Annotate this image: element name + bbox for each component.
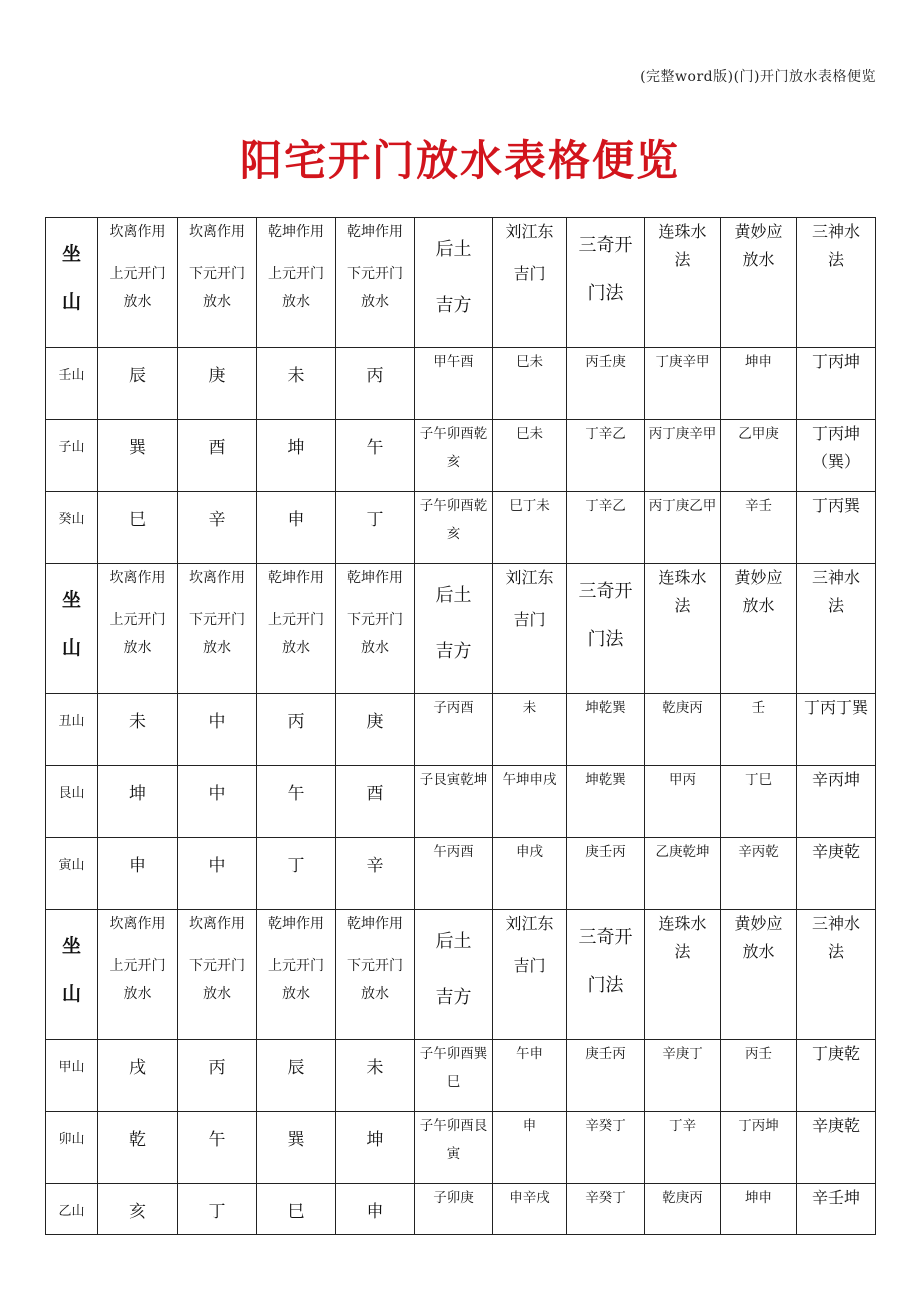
mountain-cell: 癸山	[46, 492, 98, 564]
mountain-cell: 甲山	[46, 1040, 98, 1112]
header-qiankun-upper-title: 乾坤作用	[268, 570, 324, 586]
table-cell: 巳丁未	[493, 492, 567, 564]
table-cell: 巳未	[493, 348, 567, 420]
header-seat	[46, 218, 98, 348]
header-kanli-lower-title: 坎离作用	[189, 916, 245, 932]
header-qiankun-upper-sub2: 放水	[282, 986, 310, 1002]
header-liujiangdong-line2: 吉门	[513, 956, 546, 975]
table-row	[46, 694, 876, 766]
header-qiankun-lower-sub2: 放水	[361, 294, 389, 310]
direction-cell: 丙	[178, 1040, 257, 1112]
direction-cell: 申	[257, 492, 336, 564]
header-qiankun-upper-title: 乾坤作用	[268, 224, 324, 240]
header-kanli-upper-sub1: 上元开门	[109, 612, 166, 628]
header-qiankun-lower-sub1: 下元开门	[347, 958, 403, 974]
header-sanshen-line1: 三神水	[811, 914, 860, 933]
header-houtu-line2: 吉方	[435, 987, 472, 1008]
sanshen-cell: 丁丙坤（巽）	[797, 420, 876, 492]
header-kanli-upper-title: 坎离作用	[109, 916, 166, 932]
header-kanli-upper-sub2: 放水	[123, 640, 152, 656]
table-cell: 丁庚辛甲	[645, 348, 721, 420]
table-cell: 乙庚乾坤	[645, 838, 721, 910]
direction-cell: 坤	[336, 1112, 415, 1184]
header-kanli-lower-sub1: 下元开门	[189, 266, 245, 282]
table-cell: 乙甲庚	[721, 420, 797, 492]
header-liujiangdong-line1: 刘江东	[505, 914, 554, 933]
header-sanshen	[797, 218, 876, 348]
header-seat-char: 山	[61, 637, 81, 659]
direction-cell: 申	[98, 838, 178, 910]
header-seat-char: 山	[61, 291, 81, 313]
table-cell: 坤乾巽	[567, 694, 645, 766]
header-kanli-upper-sub1: 上元开门	[109, 958, 166, 974]
header-qiankun-lower-title: 乾坤作用	[347, 916, 403, 932]
header-sanqi-line1: 三奇开	[578, 235, 633, 256]
header-lianzhu	[645, 910, 721, 1040]
header-liujiangdong	[493, 910, 567, 1040]
header-seat	[46, 564, 98, 694]
header-qiankun-lower	[336, 910, 415, 1040]
header-huangmiaoying-line2: 放水	[742, 596, 775, 615]
table-cell: 乾庚丙	[645, 1184, 721, 1235]
direction-cell: 丙	[336, 348, 415, 420]
direction-cell: 亥	[98, 1184, 178, 1235]
table-cell: 庚壬丙	[567, 838, 645, 910]
header-qiankun-lower-title: 乾坤作用	[347, 570, 403, 586]
header-houtu-line2: 吉方	[435, 295, 472, 316]
direction-cell: 庚	[178, 348, 257, 420]
header-sanshen-line1: 三神水	[811, 568, 860, 587]
direction-cell: 坤	[257, 420, 336, 492]
direction-cell: 中	[178, 766, 257, 838]
header-qiankun-lower-sub1: 下元开门	[347, 612, 403, 628]
header-qiankun-upper	[257, 218, 336, 348]
direction-cell: 辰	[98, 348, 178, 420]
header-sanqi-line2: 门法	[587, 629, 624, 650]
header-seat-char: 坐	[61, 935, 81, 957]
table-cell: 丁辛乙	[567, 492, 645, 564]
header-sanshen-line1: 三神水	[811, 222, 860, 241]
direction-cell: 丙	[257, 694, 336, 766]
table-row	[46, 492, 876, 564]
header-sanshen-line2: 法	[827, 250, 844, 269]
table-cell: 巳未	[493, 420, 567, 492]
header-liujiangdong	[493, 564, 567, 694]
mountain-cell: 卯山	[46, 1112, 98, 1184]
mountain-cell: 寅山	[46, 838, 98, 910]
header-row	[46, 218, 876, 348]
header-houtu-line1: 后土	[435, 931, 472, 952]
header-huangmiaoying-line2: 放水	[742, 942, 775, 961]
header-seat-char: 山	[61, 983, 81, 1005]
header-sanshen-line2: 法	[827, 596, 844, 615]
table-cell: 丙丁庚乙甲	[645, 492, 721, 564]
table-cell: 坤申	[721, 1184, 797, 1235]
header-qiankun-upper	[257, 910, 336, 1040]
table-cell: 子午卯酉巽巳	[415, 1040, 493, 1112]
header-liujiangdong-line2: 吉门	[513, 264, 546, 283]
direction-cell: 中	[178, 694, 257, 766]
header-sanqi-line2: 门法	[587, 975, 624, 996]
header-kanli-lower-title: 坎离作用	[189, 224, 245, 240]
header-kanli-lower-title: 坎离作用	[189, 570, 245, 586]
table-row	[46, 348, 876, 420]
header-huangmiaoying-line2: 放水	[742, 250, 775, 269]
direction-cell: 丁	[257, 838, 336, 910]
header-sanshen	[797, 564, 876, 694]
header-qiankun-upper-title: 乾坤作用	[268, 916, 324, 932]
table-cell: 丁巳	[721, 766, 797, 838]
header-kanli-upper-sub2: 放水	[123, 986, 152, 1002]
header-kanli-lower-sub1: 下元开门	[189, 612, 245, 628]
page-title: 阳宅开门放水表格便览	[239, 136, 680, 185]
direction-cell: 辰	[257, 1040, 336, 1112]
header-seat-char: 坐	[61, 243, 81, 265]
table-cell: 子午卯酉艮寅	[415, 1112, 493, 1184]
header-lianzhu	[645, 218, 721, 348]
table-cell: 丁丙坤	[721, 1112, 797, 1184]
table-cell: 丁辛乙	[567, 420, 645, 492]
table-row	[46, 838, 876, 910]
direction-cell: 丁	[336, 492, 415, 564]
header-lianzhu	[645, 564, 721, 694]
header-sanqi	[567, 910, 645, 1040]
table-cell: 丙壬	[721, 1040, 797, 1112]
header-kanli-lower-sub2: 放水	[203, 294, 231, 310]
header-qiankun-upper-sub2: 放水	[282, 640, 310, 656]
header-qiankun-upper-sub1: 上元开门	[268, 612, 324, 628]
direction-cell: 辛	[178, 492, 257, 564]
table-cell: 辛庚丁	[645, 1040, 721, 1112]
header-kanli-upper-title: 坎离作用	[109, 570, 166, 586]
header-qiankun-upper-sub2: 放水	[282, 294, 310, 310]
header-huangmiaoying-line1: 黄妙应	[734, 914, 783, 933]
sanshen-cell: 丁庚乾	[797, 1040, 876, 1112]
header-qiankun-lower-title: 乾坤作用	[347, 224, 403, 240]
sanshen-cell: 丁丙巽	[797, 492, 876, 564]
direction-cell: 辛	[336, 838, 415, 910]
table-row	[46, 420, 876, 492]
header-kanli-upper	[98, 564, 178, 694]
header-seat-char: 坐	[61, 589, 81, 611]
header-row	[46, 910, 876, 1040]
header-kanli-upper-sub2: 放水	[123, 294, 152, 310]
door-water-table	[45, 217, 876, 1235]
header-qiankun-upper-sub1: 上元开门	[268, 266, 324, 282]
header-liujiangdong-line2: 吉门	[513, 610, 546, 629]
header-huangmiaoying	[721, 910, 797, 1040]
header-qiankun-lower	[336, 564, 415, 694]
table-cell: 申辛戌	[493, 1184, 567, 1235]
header-houtu-line2: 吉方	[435, 641, 472, 662]
header-lianzhu-line2: 法	[674, 250, 691, 269]
direction-cell: 巳	[98, 492, 178, 564]
header-huangmiaoying-line1: 黄妙应	[734, 222, 783, 241]
header-kanli-lower-sub1: 下元开门	[189, 958, 245, 974]
mountain-cell: 壬山	[46, 348, 98, 420]
sanshen-cell: 丁丙丁巽	[797, 694, 876, 766]
header-sanshen-line2: 法	[827, 942, 844, 961]
table-cell: 坤申	[721, 348, 797, 420]
direction-cell: 酉	[336, 766, 415, 838]
header-lianzhu-line2: 法	[674, 942, 691, 961]
header-liujiangdong-line1: 刘江东	[505, 568, 554, 587]
table-row	[46, 1184, 876, 1235]
header-kanli-lower-sub2: 放水	[203, 986, 231, 1002]
direction-cell: 坤	[98, 766, 178, 838]
table-cell: 辛丙乾	[721, 838, 797, 910]
table-row	[46, 1112, 876, 1184]
header-houtu-line1: 后土	[435, 585, 472, 606]
direction-cell: 酉	[178, 420, 257, 492]
header-kanli-lower	[178, 218, 257, 348]
header-houtu	[415, 910, 493, 1040]
direction-cell: 午	[257, 766, 336, 838]
sanshen-cell: 辛庚乾	[797, 838, 876, 910]
direction-cell: 乾	[98, 1112, 178, 1184]
table-cell: 甲丙	[645, 766, 721, 838]
table-cell: 坤乾巽	[567, 766, 645, 838]
table-row	[46, 766, 876, 838]
header-houtu	[415, 218, 493, 348]
direction-cell: 巽	[257, 1112, 336, 1184]
header-houtu	[415, 564, 493, 694]
table-body	[46, 218, 876, 1235]
sanshen-cell: 丁丙坤	[797, 348, 876, 420]
direction-cell: 午	[178, 1112, 257, 1184]
mountain-cell: 乙山	[46, 1184, 98, 1235]
header-sanqi-line2: 门法	[587, 283, 624, 304]
sanshen-cell: 辛壬坤	[797, 1184, 876, 1235]
table-cell: 丙丁庚辛甲	[645, 420, 721, 492]
table-cell: 午申	[493, 1040, 567, 1112]
mountain-cell: 艮山	[46, 766, 98, 838]
header-qiankun-lower-sub2: 放水	[361, 986, 389, 1002]
direction-cell: 未	[336, 1040, 415, 1112]
table-cell: 甲午酉	[415, 348, 493, 420]
table-cell: 壬	[721, 694, 797, 766]
table-cell: 子午卯酉乾亥	[415, 492, 493, 564]
header-kanli-lower	[178, 564, 257, 694]
header-qiankun-lower-sub2: 放水	[361, 640, 389, 656]
header-kanli-upper	[98, 910, 178, 1040]
header-sanqi-line1: 三奇开	[578, 581, 633, 602]
header-liujiangdong-line1: 刘江东	[505, 222, 554, 241]
table-cell: 申	[493, 1112, 567, 1184]
direction-cell: 未	[257, 348, 336, 420]
mountain-cell: 子山	[46, 420, 98, 492]
header-note: (完整word版)(门)开门放水表格便览	[640, 69, 876, 85]
header-houtu-line1: 后土	[435, 239, 472, 260]
table-cell: 未	[493, 694, 567, 766]
header-qiankun-upper-sub1: 上元开门	[268, 958, 324, 974]
table-cell: 子艮寅乾坤	[415, 766, 493, 838]
header-kanli-lower	[178, 910, 257, 1040]
table-cell: 子午卯酉乾亥	[415, 420, 493, 492]
header-sanqi	[567, 218, 645, 348]
header-sanqi	[567, 564, 645, 694]
header-huangmiaoying-line1: 黄妙应	[734, 568, 783, 587]
table-cell: 子卯庚	[415, 1184, 493, 1235]
table-cell: 辛癸丁	[567, 1184, 645, 1235]
direction-cell: 丁	[178, 1184, 257, 1235]
table-cell: 辛癸丁	[567, 1112, 645, 1184]
table-row	[46, 1040, 876, 1112]
header-sanqi-line1: 三奇开	[578, 927, 633, 948]
table-cell: 午丙酉	[415, 838, 493, 910]
direction-cell: 未	[98, 694, 178, 766]
direction-cell: 申	[336, 1184, 415, 1235]
header-qiankun-upper	[257, 564, 336, 694]
direction-cell: 午	[336, 420, 415, 492]
header-liujiangdong	[493, 218, 567, 348]
header-qiankun-lower-sub1: 下元开门	[347, 266, 403, 282]
table-cell: 辛壬	[721, 492, 797, 564]
header-kanli-upper-title: 坎离作用	[109, 224, 166, 240]
header-lianzhu-line2: 法	[674, 596, 691, 615]
header-kanli-upper	[98, 218, 178, 348]
table-cell: 庚壬丙	[567, 1040, 645, 1112]
direction-cell: 中	[178, 838, 257, 910]
header-lianzhu-line1: 连珠水	[658, 914, 707, 933]
sanshen-cell: 辛丙坤	[797, 766, 876, 838]
sanshen-cell: 辛庚乾	[797, 1112, 876, 1184]
table-cell: 乾庚丙	[645, 694, 721, 766]
header-kanli-lower-sub2: 放水	[203, 640, 231, 656]
table-cell: 丁辛	[645, 1112, 721, 1184]
table-cell: 丙壬庚	[567, 348, 645, 420]
header-huangmiaoying	[721, 218, 797, 348]
direction-cell: 巽	[98, 420, 178, 492]
header-lianzhu-line1: 连珠水	[658, 222, 707, 241]
header-kanli-upper-sub1: 上元开门	[109, 266, 166, 282]
header-sanshen	[797, 910, 876, 1040]
direction-cell: 巳	[257, 1184, 336, 1235]
header-seat	[46, 910, 98, 1040]
table-cell: 午坤申戌	[493, 766, 567, 838]
mountain-cell: 丑山	[46, 694, 98, 766]
header-huangmiaoying	[721, 564, 797, 694]
table-cell: 申戌	[493, 838, 567, 910]
header-lianzhu-line1: 连珠水	[658, 568, 707, 587]
header-qiankun-lower	[336, 218, 415, 348]
table-cell: 子丙酉	[415, 694, 493, 766]
header-row	[46, 564, 876, 694]
direction-cell: 庚	[336, 694, 415, 766]
direction-cell: 戌	[98, 1040, 178, 1112]
